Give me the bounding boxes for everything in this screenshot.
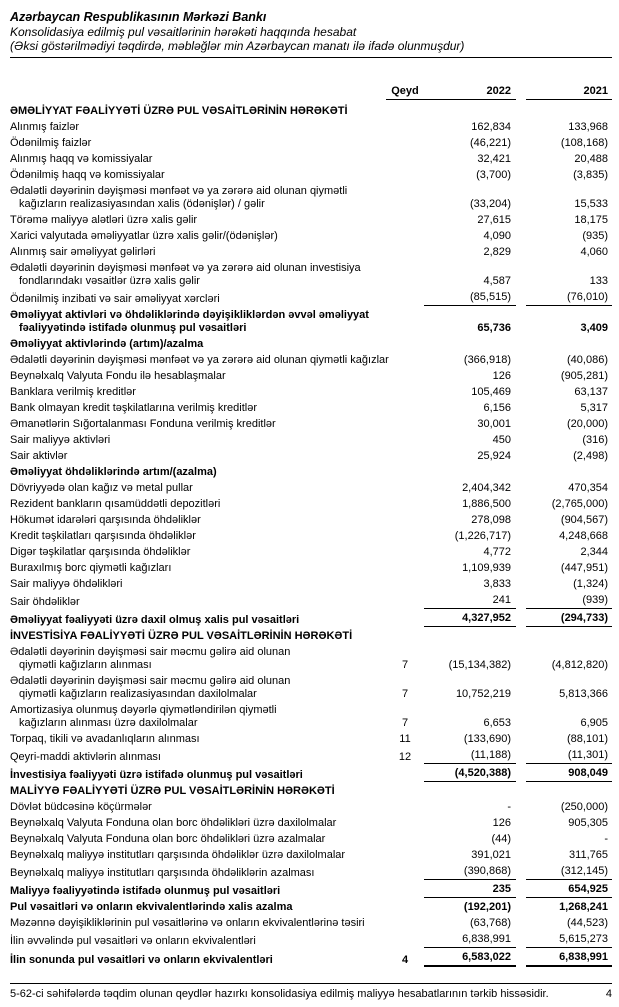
row-label: ƏMƏLİYYAT FƏALİYYƏTİ ÜZRƏ PUL VƏSAİTLƏRİNİN HƏRƏKƏTİ — [10, 104, 348, 117]
row-label: Amortizasiya olunmuş dəyərlə qiymətləndirilən qiymətli kağızların alınması üzrə daxilolmalar — [10, 703, 277, 729]
value-2022: (366,918) — [463, 353, 511, 366]
table-row — [10, 849, 612, 862]
header-divider — [10, 57, 612, 58]
row-label: Məzənnə dəyişikliklərinin pul vəsaitlərinə və onların ekvivalentlərinə təsiri — [10, 916, 365, 929]
value-2022: 25,924 — [477, 449, 511, 462]
value-2021: 4,060 — [580, 245, 608, 258]
section-header-row — [10, 630, 612, 643]
section-header-row — [10, 466, 612, 479]
row-label: Törəmə maliyyə alətləri üzrə xalis gəlir — [10, 213, 198, 226]
table-row — [10, 733, 612, 746]
column-header-2021: 2021 — [526, 84, 612, 100]
row-label: Ödənilmiş inzibati və sair əməliyyat xərcləri — [10, 292, 220, 305]
table-row — [10, 749, 612, 764]
row-label: Qeyri-maddi aktivlərin alınması — [10, 750, 161, 763]
value-2022: 241 — [424, 594, 516, 609]
document-subtitle: Konsolidasiya edilmiş pul vəsaitlərinin hərəkəti haqqında hesabat — [10, 24, 357, 39]
table-row — [10, 530, 612, 543]
value-2022: (33,204) — [470, 197, 511, 210]
row-label: Maliyyə fəaliyyətində istifadə olunmuş pul vəsaitləri — [10, 884, 281, 897]
value-2022: 1,109,939 — [462, 561, 511, 574]
table-row — [10, 169, 612, 182]
table-row — [10, 514, 612, 527]
table-row — [10, 418, 612, 431]
value-2021: (316) — [582, 433, 608, 446]
row-label: İNVESTİSİYA FƏALİYYƏTİ ÜZRƏ PUL VƏSAİTLƏRİNİN HƏRƏKƏTİ — [10, 629, 353, 642]
row-label: Əməliyyat aktivlərində (artım)/azalma — [10, 337, 204, 350]
value-2021: 6,838,991 — [526, 951, 612, 967]
row-label: Beynəlxalq Valyuta Fonduna olan borc öhdəlikləri üzrə azalmalar — [10, 832, 326, 845]
row-label: İnvestisiya fəaliyyəti üzrə istifadə olunmuş pul vəsaitləri — [10, 768, 303, 781]
value-2022: (46,221) — [470, 136, 511, 149]
table-row — [10, 370, 612, 383]
table-row — [10, 498, 612, 511]
row-label: Sair aktivlər — [10, 449, 68, 462]
value-2021: (88,101) — [567, 732, 608, 745]
row-label: Dövlət büdcəsinə köçürmələr — [10, 800, 152, 813]
value-2021: 5,615,273 — [526, 933, 612, 948]
row-label: Əməliyyat aktivləri və öhdəliklərində dəyişikliklərdən əvvəl əməliyyat fəaliyyətində istifadə olunmuş pul vəsaitləri — [10, 308, 369, 334]
footer-note: 5-62-ci səhifələrdə təqdim olunan qeydlər hazırkı konsolidasiya edilmiş maliyyə hesabatlarının tərkib hissəsidir. — [10, 988, 549, 1000]
row-label: Ədalətli dəyərinin dəyişməsi mənfəət və ya zərərə aid olunan investisiya fondlarındakı vəsaitlər üzrə xalis gəlir — [10, 261, 361, 287]
total-row — [10, 309, 612, 335]
value-2021: 654,925 — [526, 883, 612, 898]
value-2022: (390,868) — [424, 865, 516, 880]
table-row — [10, 386, 612, 399]
table-row — [10, 594, 612, 609]
value-2022: (15,134,382) — [448, 658, 511, 671]
value-2021: 15,533 — [574, 197, 608, 210]
value-2022: (4,520,388) — [424, 767, 516, 782]
value-2022: 32,421 — [477, 152, 511, 165]
column-header-2022: 2022 — [424, 84, 516, 100]
value-2022: - — [507, 800, 511, 813]
table-row — [10, 704, 612, 730]
row-label: Ədalətli dəyərinin dəyişməsi mənfəət və ya zərərə aid olunan qiymətli kağızların realizasiyasından xalis (ödənişlər) / gəlir — [10, 184, 348, 210]
value-2021: (4,812,820) — [551, 658, 608, 671]
table-row — [10, 917, 612, 930]
page-footer — [10, 983, 612, 1001]
value-2021: (1,324) — [573, 577, 608, 590]
row-label: Buraxılmış borc qiymətli kağızları — [10, 561, 172, 574]
value-2021: (20,000) — [567, 417, 608, 430]
row-label: Beynəlxalq maliyyə institutları qarşısında öhdəliklər üzrə daxilolmalar — [10, 848, 346, 861]
row-label: Ödənilmiş haqq və komissiyalar — [10, 168, 165, 181]
value-2021: (939) — [526, 594, 612, 609]
value-2021: - — [604, 832, 608, 845]
row-label: Ədalətli dəyərinin dəyişməsi sair məcmu gəlirə aid olunan qiymətli kağızların realizasiyasından daxilolmalar — [10, 674, 291, 700]
document-title: Azərbaycan Respublikasının Mərkəzi Bankı — [10, 10, 267, 24]
value-2021: 905,305 — [568, 816, 608, 829]
row-label: Xarici valyutada əməliyyatlar üzrə xalis gəlir/(ödənişlər) — [10, 229, 278, 242]
value-2022: 4,327,952 — [424, 612, 516, 627]
table-row — [10, 833, 612, 846]
value-2022: 105,469 — [471, 385, 511, 398]
value-2021: 133 — [589, 274, 608, 287]
row-label: Torpaq, tikili və avadanlıqların alınması — [10, 732, 200, 745]
value-2022: (44) — [491, 832, 511, 845]
total-row — [10, 901, 612, 914]
row-label: Hökumət idarələri qarşısında öhdəliklər — [10, 513, 201, 526]
value-2022: 2,404,342 — [462, 481, 511, 494]
value-2021: (294,733) — [526, 612, 612, 627]
document-note: (Əksi göstərilmədiyi təqdirdə, məbləğlər min Azərbaycan manatı ilə ifadə olunmuşdur) — [10, 39, 465, 53]
table-row — [10, 137, 612, 150]
value-2022: 10,752,219 — [455, 687, 511, 700]
table-row — [10, 402, 612, 415]
section-header-row — [10, 785, 612, 798]
total-row — [10, 951, 612, 967]
value-2022: (1,226,717) — [454, 529, 511, 542]
table-row — [10, 646, 612, 672]
row-label: Banklara verilmiş kreditlər — [10, 385, 136, 398]
value-2021: (40,086) — [567, 353, 608, 366]
value-2021: (935) — [582, 229, 608, 242]
row-label: Alınmış faizlər — [10, 120, 80, 133]
table-row — [10, 121, 612, 134]
row-label: Alınmış sair əməliyyat gəlirləri — [10, 245, 156, 258]
value-2021: 3,409 — [580, 321, 608, 334]
value-2021: 133,968 — [568, 120, 608, 133]
row-label: Bank olmayan kredit təşkilatlarına verilmiş kreditlər — [10, 401, 257, 414]
table-row — [10, 546, 612, 559]
value-2021: (250,000) — [560, 800, 608, 813]
value-2022: 6,156 — [483, 401, 511, 414]
value-2022: 162,834 — [471, 120, 511, 133]
value-2021: (2,765,000) — [551, 497, 608, 510]
table-row — [10, 817, 612, 830]
row-label: Sair maliyyə öhdəlikləri — [10, 577, 123, 590]
table-row — [10, 354, 612, 367]
row-label: İlin sonunda pul vəsaitləri və onların ekvivalentləri — [10, 953, 273, 966]
note-reference: 11 — [399, 732, 411, 745]
row-label: Əməliyyat fəaliyyəti üzrə daxil olmuş xalis pul vəsaitləri — [10, 613, 300, 626]
row-label: Digər təşkilatlar qarşısında öhdəliklər — [10, 545, 191, 558]
value-2021: (904,567) — [560, 513, 608, 526]
value-2021: 5,813,366 — [559, 687, 608, 700]
note-reference: 7 — [401, 687, 409, 700]
table-row — [10, 578, 612, 591]
note-reference: 4 — [401, 953, 409, 966]
note-reference: 12 — [398, 750, 412, 763]
value-2021: 63,137 — [574, 385, 608, 398]
value-2022: 4,772 — [483, 545, 511, 558]
value-2021: (447,951) — [560, 561, 608, 574]
column-header-spacer — [10, 84, 386, 100]
value-2022: 3,833 — [483, 577, 511, 590]
value-2021: 20,488 — [574, 152, 608, 165]
table-row — [10, 865, 612, 880]
table-row — [10, 801, 612, 814]
value-2021: 5,317 — [580, 401, 608, 414]
row-label: Dövriyyədə olan kağız və metal pullar — [10, 481, 193, 494]
page-number: 4 — [605, 988, 612, 1000]
table-row — [10, 933, 612, 948]
value-2022: (133,690) — [463, 732, 511, 745]
value-2021: (312,145) — [526, 865, 612, 880]
table-row — [10, 291, 612, 306]
value-2021: (3,835) — [573, 168, 608, 181]
row-label: Ödənilmiş faizlər — [10, 136, 92, 149]
table-row — [10, 185, 612, 211]
statement-table — [10, 105, 612, 967]
note-reference: 7 — [401, 658, 409, 671]
value-2021: (905,281) — [560, 369, 608, 382]
value-2021: 6,905 — [580, 716, 608, 729]
value-2022: 4,090 — [483, 229, 511, 242]
value-2022: (11,188) — [424, 749, 516, 764]
row-label: Alınmış haqq və komissiyalar — [10, 152, 153, 165]
document-header — [10, 10, 612, 58]
table-row — [10, 230, 612, 243]
value-2021: 311,765 — [569, 848, 608, 861]
value-2022: 27,615 — [477, 213, 511, 226]
value-2021: 2,344 — [580, 545, 608, 558]
value-2021: (76,010) — [526, 291, 612, 306]
row-label: İlin əvvəlində pul vəsaitləri və onların ekvivalentləri — [10, 934, 256, 947]
row-label: Beynəlxalq Valyuta Fondu ilə hesablaşmalar — [10, 369, 226, 382]
value-2022: 6,583,022 — [424, 951, 516, 967]
value-2021: (108,168) — [560, 136, 608, 149]
value-2022: 30,001 — [477, 417, 511, 430]
value-2022: 65,736 — [477, 321, 511, 334]
value-2022: (85,515) — [424, 291, 516, 306]
value-2022: (192,201) — [463, 900, 511, 913]
table-row — [10, 434, 612, 447]
section-header-row — [10, 338, 612, 351]
row-label: Sair öhdəliklər — [10, 595, 80, 608]
value-2022: 450 — [492, 433, 511, 446]
value-2021: 1,268,241 — [559, 900, 608, 913]
total-row — [10, 767, 612, 782]
value-2021: 18,175 — [574, 213, 608, 226]
row-label: Pul vəsaitləri və onların ekvivalentlərində xalis azalma — [10, 900, 293, 913]
value-2022: 391,021 — [471, 848, 511, 861]
section-header-row — [10, 105, 612, 118]
value-2022: 4,587 — [483, 274, 511, 287]
value-2021: (44,523) — [567, 916, 608, 929]
row-label: Kredit təşkilatları qarşısında öhdəliklər — [10, 529, 196, 542]
table-row — [10, 450, 612, 463]
row-label: MALİYYƏ FƏALİYYƏTİ ÜZRƏ PUL VƏSAİTLƏRİNİN HƏRƏKƏTİ — [10, 784, 335, 797]
row-label: Ədalətli dəyərinin dəyişməsi mənfəət və ya zərərə aid olunan qiymətli kağızlar — [10, 353, 389, 366]
table-row — [10, 262, 612, 288]
value-2021: (2,498) — [573, 449, 608, 462]
value-2022: 126 — [492, 816, 511, 829]
value-2022: 1,886,500 — [462, 497, 511, 510]
value-2022: 2,829 — [483, 245, 511, 258]
value-2021: 470,354 — [568, 481, 608, 494]
row-label: Əmanətlərin Sığortalanması Fonduna verilmiş kreditlər — [10, 417, 276, 430]
total-row — [10, 612, 612, 627]
row-label: Rezident bankların qısamüddətli depozitləri — [10, 497, 221, 510]
table-row — [10, 246, 612, 259]
table-row — [10, 482, 612, 495]
table-row — [10, 153, 612, 166]
column-header-row — [10, 84, 612, 100]
value-2021: 4,248,668 — [559, 529, 608, 542]
value-2022: (3,700) — [476, 168, 511, 181]
value-2022: 235 — [424, 883, 516, 898]
row-label: Əməliyyat öhdəliklərində artım/(azalma) — [10, 465, 217, 478]
table-row — [10, 214, 612, 227]
row-label: Sair maliyyə aktivləri — [10, 433, 111, 446]
value-2021: (11,301) — [526, 749, 612, 764]
table-row — [10, 562, 612, 575]
row-label: Beynəlxalq Valyuta Fonduna olan borc öhdəlikləri üzrə daxilolmalar — [10, 816, 337, 829]
table-row — [10, 675, 612, 701]
column-header-qeyd: Qeyd — [386, 84, 424, 100]
value-2022: 6,653 — [483, 716, 511, 729]
value-2022: 126 — [492, 369, 511, 382]
value-2022: 278,098 — [471, 513, 511, 526]
row-label: Ədalətli dəyərinin dəyişməsi sair məcmu gəlirə aid olunan qiymətli kağızların alınması — [10, 645, 291, 671]
row-label: Beynəlxalq maliyyə institutları qarşısında öhdəliklərin azalması — [10, 866, 315, 879]
value-2022: (63,768) — [470, 916, 511, 929]
value-2022: 6,838,991 — [424, 933, 516, 948]
total-row — [10, 883, 612, 898]
note-reference: 7 — [401, 716, 409, 729]
value-2021: 908,049 — [526, 767, 612, 782]
